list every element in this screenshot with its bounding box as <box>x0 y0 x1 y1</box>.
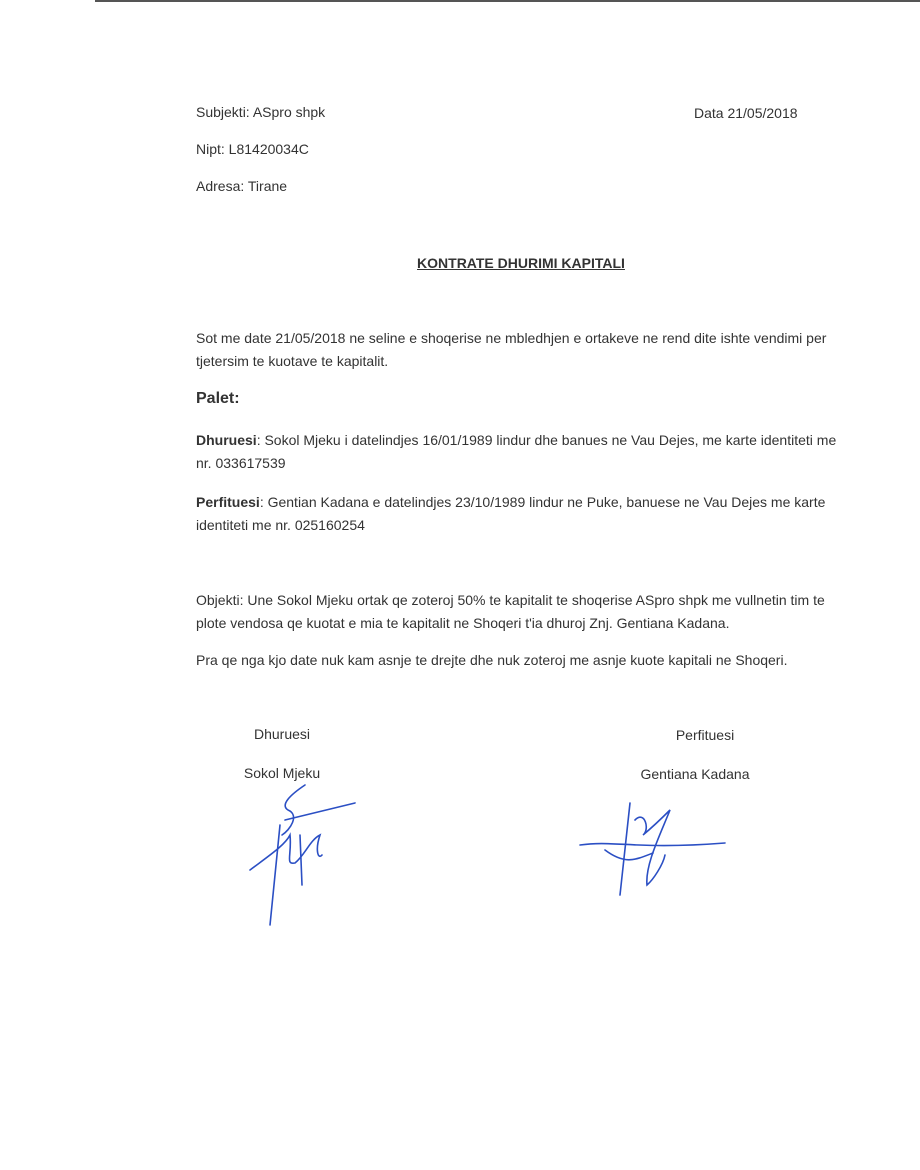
parties-heading: Palet: <box>196 390 240 407</box>
subject-line: Subjekti: ASpro shpk <box>196 104 326 120</box>
intro-paragraph: Sot me date 21/05/2018 ne seline e shoqerise ne mbledhjen e ortakeve ne rend dite ishte vendimi per tjetersim te kuotave te kapitalit. <box>196 330 827 369</box>
object-paragraph: Objekti: Une Sokol Mjeku ortak qe zoteroj 50% te kapitalit te shoqerise ASpro shpk me vullnetin tim te plote vendosa qe kuotat e mia te kapitalit ne Shoqeri t'ia dhuroj Znj. Gentiana Kadana. <box>196 592 825 631</box>
address-line: Adresa: Tirane <box>196 178 288 194</box>
donor-signature <box>230 775 370 935</box>
beneficiary-paragraph <box>196 491 846 537</box>
closing-paragraph: Pra qe nga kjo date nuk kam asnje te drejte dhe nuk zoteroj me asnje kuote kapitali ne Shoqeri. <box>196 652 788 668</box>
donor-details: : Sokol Mjeku i datelindjes 16/01/1989 lindur dhe banues ne Vau Dejes, me karte identiteti me nr. 033617539 <box>196 432 837 471</box>
beneficiary-signature <box>575 795 735 905</box>
beneficiary-signature-role: Perfituesi <box>675 727 735 743</box>
donor-paragraph <box>196 429 846 475</box>
beneficiary-details: : Gentian Kadana e datelindjes 23/10/1989 lindur ne Puke, banuese ne Vau Dejes me karte identiteti me nr. 025160254 <box>196 494 826 533</box>
donor-signature-role: Dhuruesi <box>253 726 311 742</box>
donor-signature-name: Sokol Mjeku <box>243 765 321 781</box>
document-title: KONTRATE DHURIMI KAPITALI <box>417 255 625 271</box>
beneficiary-label: Perfituesi <box>196 494 260 510</box>
document-date: Data 21/05/2018 <box>694 105 798 121</box>
nipt-line: Nipt: L81420034C <box>196 141 309 157</box>
scan-edge-line <box>95 0 920 2</box>
beneficiary-signature-name: Gentiana Kadana <box>640 766 750 782</box>
donor-label: Dhuruesi <box>196 432 257 448</box>
